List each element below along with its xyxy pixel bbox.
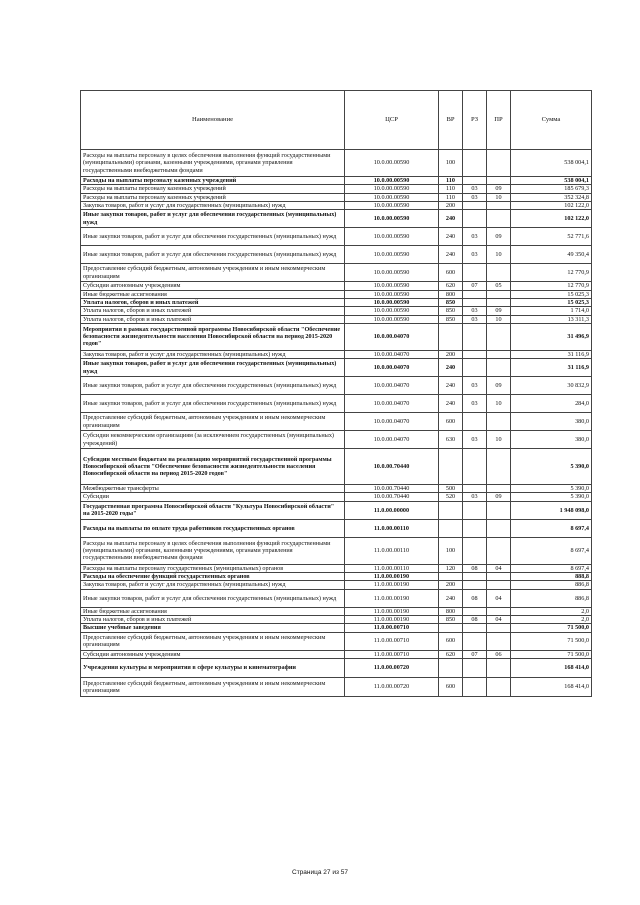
cell-pr — [487, 177, 511, 185]
table-row — [81, 519, 592, 537]
cell-name: Расходы на выплаты персоналу государственных (муниципальных) органов — [81, 564, 345, 572]
cell-vr: 500 — [439, 485, 463, 493]
cell-vr: 850 — [439, 315, 463, 323]
cell-name: Межбюджетные трансферты — [81, 485, 345, 493]
cell-csr: 11.0.00.00190 — [345, 573, 439, 581]
cell-rz — [463, 624, 487, 632]
cell-vr: 630 — [439, 431, 463, 449]
cell-csr: 11.0.00.00190 — [345, 607, 439, 615]
cell-name: Учреждения культуры и мероприятия в сфере культуры и кинематографии — [81, 658, 345, 677]
budget-table — [80, 90, 592, 697]
cell-rz: 07 — [463, 282, 487, 290]
cell-pr — [487, 210, 511, 228]
cell-rz: 03 — [463, 315, 487, 323]
cell-sum: 12 770,9 — [511, 282, 592, 290]
table-row — [81, 350, 592, 358]
cell-vr — [439, 501, 463, 519]
cell-name: Иные закупки товаров, работ и услуг для обеспечения государственных (муниципальных) нужд — [81, 228, 345, 246]
table-row — [81, 210, 592, 228]
cell-vr: 520 — [439, 493, 463, 501]
cell-sum: 31 496,9 — [511, 323, 592, 350]
header-name: Наименование — [81, 91, 345, 150]
table-row — [81, 228, 592, 246]
table-row — [81, 677, 592, 696]
cell-csr: 11.0.00.00000 — [345, 501, 439, 519]
cell-sum: 284,0 — [511, 395, 592, 413]
cell-csr: 11.0.00.00110 — [345, 537, 439, 564]
cell-csr: 10.0.00.00590 — [345, 177, 439, 185]
cell-vr: 240 — [439, 589, 463, 607]
cell-csr: 10.0.00.04070 — [345, 413, 439, 431]
table-row — [81, 501, 592, 519]
cell-vr: 600 — [439, 632, 463, 650]
cell-vr: 620 — [439, 650, 463, 658]
cell-pr: 10 — [487, 246, 511, 264]
cell-pr — [487, 290, 511, 298]
cell-rz: 03 — [463, 493, 487, 501]
table-row — [81, 616, 592, 624]
cell-name: Мероприятия в рамках государственной программы Новосибирской области "Обеспечение безопасности жизнедеятельности населения Новосибирской области на период 2015-2020 годов" — [81, 323, 345, 350]
cell-rz — [463, 573, 487, 581]
cell-sum: 1 714,0 — [511, 307, 592, 315]
cell-name: Уплата налогов, сборов и иных платежей — [81, 616, 345, 624]
cell-csr: 11.0.00.00720 — [345, 658, 439, 677]
cell-csr: 10.0.00.70440 — [345, 449, 439, 485]
header-csr: ЦСР — [345, 91, 439, 150]
cell-vr: 240 — [439, 359, 463, 377]
cell-vr: 620 — [439, 282, 463, 290]
cell-name: Предоставление субсидий бюджетным, автономным учреждениям и иным некоммерческим организациям — [81, 632, 345, 650]
cell-name: Расходы на выплаты персоналу в целях обеспечения выполнения функций государственными (муниципальными) органами, казенными учреждениями, органами управления государственными внебюджетными фондами — [81, 150, 345, 177]
cell-pr — [487, 323, 511, 350]
header-pr: ПР — [487, 91, 511, 150]
cell-csr: 11.0.00.00190 — [345, 589, 439, 607]
table-row — [81, 485, 592, 493]
table-row — [81, 581, 592, 589]
cell-csr: 10.0.00.00590 — [345, 264, 439, 282]
table-row — [81, 315, 592, 323]
cell-vr: 100 — [439, 537, 463, 564]
cell-pr: 04 — [487, 564, 511, 572]
cell-sum: 49 350,4 — [511, 246, 592, 264]
cell-name: Субсидии местным бюджетам на реализацию мероприятий государственной программы Новосибирской области "Обеспечение безопасности жизнедеятельности населения Новосибирской области на период 2015-2020 годов" — [81, 449, 345, 485]
cell-csr: 10.0.00.00590 — [345, 307, 439, 315]
cell-csr: 11.0.00.00190 — [345, 581, 439, 589]
cell-vr: 240 — [439, 246, 463, 264]
cell-rz — [463, 658, 487, 677]
cell-vr: 240 — [439, 228, 463, 246]
table-row — [81, 307, 592, 315]
cell-rz — [463, 177, 487, 185]
cell-name: Закупка товаров, работ и услуг для государственных (муниципальных) нужд — [81, 350, 345, 358]
table-row — [81, 650, 592, 658]
cell-name: Закупка товаров, работ и услуг для государственных (муниципальных) нужд — [81, 581, 345, 589]
table-row — [81, 624, 592, 632]
cell-rz — [463, 581, 487, 589]
cell-vr: 800 — [439, 290, 463, 298]
cell-csr: 10.0.00.70440 — [345, 493, 439, 501]
cell-vr: 100 — [439, 150, 463, 177]
table-row — [81, 282, 592, 290]
cell-name: Предоставление субсидий бюджетным, автономным учреждениям и иным некоммерческим организациям — [81, 677, 345, 696]
cell-pr: 06 — [487, 650, 511, 658]
cell-csr: 10.0.00.00590 — [345, 228, 439, 246]
cell-vr: 200 — [439, 350, 463, 358]
header-rz: РЗ — [463, 91, 487, 150]
cell-sum: 2,0 — [511, 607, 592, 615]
cell-rz: 03 — [463, 246, 487, 264]
cell-vr: 110 — [439, 185, 463, 193]
cell-pr: 09 — [487, 185, 511, 193]
cell-pr — [487, 537, 511, 564]
table-row — [81, 177, 592, 185]
cell-vr: 200 — [439, 581, 463, 589]
cell-name: Иные закупки товаров, работ и услуг для обеспечения государственных (муниципальных) нужд — [81, 359, 345, 377]
cell-sum: 2,0 — [511, 616, 592, 624]
cell-name: Расходы на выплаты персоналу казенных учреждений — [81, 177, 345, 185]
cell-rz — [463, 323, 487, 350]
cell-rz — [463, 449, 487, 485]
table-row — [81, 377, 592, 395]
cell-name: Расходы на обеспечение функций государственных органов — [81, 573, 345, 581]
cell-rz: 03 — [463, 307, 487, 315]
cell-rz: 08 — [463, 589, 487, 607]
cell-name: Иные закупки товаров, работ и услуг для обеспечения государственных (муниципальных) нужд — [81, 589, 345, 607]
cell-pr — [487, 413, 511, 431]
cell-vr: 600 — [439, 264, 463, 282]
cell-sum: 8 697,4 — [511, 564, 592, 572]
cell-rz — [463, 350, 487, 358]
cell-rz — [463, 413, 487, 431]
cell-csr: 10.0.00.00590 — [345, 246, 439, 264]
table-row — [81, 589, 592, 607]
cell-sum: 31 116,9 — [511, 350, 592, 358]
cell-vr: 850 — [439, 616, 463, 624]
header-sum: Сумма — [511, 91, 592, 150]
cell-sum: 185 679,3 — [511, 185, 592, 193]
cell-pr — [487, 624, 511, 632]
cell-vr: 240 — [439, 395, 463, 413]
cell-sum: 13 311,3 — [511, 315, 592, 323]
cell-vr — [439, 449, 463, 485]
table-row — [81, 607, 592, 615]
cell-sum: 71 500,0 — [511, 624, 592, 632]
table-row — [81, 323, 592, 350]
cell-csr: 11.0.00.00110 — [345, 564, 439, 572]
cell-name: Закупка товаров, работ и услуг для государственных (муниципальных) нужд — [81, 201, 345, 209]
table-row — [81, 493, 592, 501]
cell-pr — [487, 298, 511, 306]
table-row — [81, 359, 592, 377]
cell-rz — [463, 298, 487, 306]
cell-sum: 15 025,3 — [511, 298, 592, 306]
cell-sum: 12 770,9 — [511, 264, 592, 282]
table-row — [81, 413, 592, 431]
cell-sum: 352 324,8 — [511, 193, 592, 201]
table-row — [81, 246, 592, 264]
cell-csr: 11.0.00.00710 — [345, 632, 439, 650]
cell-sum: 168 414,0 — [511, 658, 592, 677]
cell-csr: 10.0.00.04070 — [345, 431, 439, 449]
cell-sum: 538 004,1 — [511, 150, 592, 177]
cell-pr: 09 — [487, 493, 511, 501]
cell-rz: 03 — [463, 193, 487, 201]
cell-name: Иные закупки товаров, работ и услуг для обеспечения государственных (муниципальных) нужд — [81, 377, 345, 395]
cell-csr: 10.0.00.00590 — [345, 150, 439, 177]
cell-pr — [487, 359, 511, 377]
cell-sum: 380,0 — [511, 431, 592, 449]
cell-name: Уплата налогов, сборов и иных платежей — [81, 307, 345, 315]
cell-name: Расходы на выплаты по оплате труда работников государственных органов — [81, 519, 345, 537]
cell-sum: 102 122,0 — [511, 210, 592, 228]
cell-csr: 11.0.00.00190 — [345, 616, 439, 624]
cell-vr: 240 — [439, 210, 463, 228]
cell-pr: 09 — [487, 307, 511, 315]
cell-vr — [439, 624, 463, 632]
cell-csr: 11.0.00.00110 — [345, 519, 439, 537]
cell-sum: 538 004,1 — [511, 177, 592, 185]
cell-sum: 1 948 098,0 — [511, 501, 592, 519]
cell-name: Уплата налогов, сборов и иных платежей — [81, 315, 345, 323]
cell-pr: 04 — [487, 616, 511, 624]
cell-pr: 09 — [487, 228, 511, 246]
table-header-row — [81, 91, 592, 150]
cell-sum: 5 390,0 — [511, 449, 592, 485]
table-row — [81, 193, 592, 201]
cell-sum: 5 390,0 — [511, 485, 592, 493]
cell-vr — [439, 323, 463, 350]
cell-vr: 850 — [439, 307, 463, 315]
table-row — [81, 395, 592, 413]
cell-sum: 168 414,0 — [511, 677, 592, 696]
cell-rz — [463, 290, 487, 298]
cell-pr — [487, 581, 511, 589]
cell-name: Субсидии — [81, 493, 345, 501]
cell-csr: 10.0.00.00590 — [345, 298, 439, 306]
cell-pr — [487, 658, 511, 677]
cell-rz — [463, 519, 487, 537]
cell-name: Иные закупки товаров, работ и услуг для обеспечения государственных (муниципальных) нужд — [81, 395, 345, 413]
cell-sum: 102 122,0 — [511, 201, 592, 209]
cell-pr — [487, 501, 511, 519]
cell-vr: 110 — [439, 177, 463, 185]
cell-rz — [463, 359, 487, 377]
cell-csr: 10.0.00.00590 — [345, 201, 439, 209]
cell-name: Государственная программа Новосибирской области "Культура Новосибирской области" на 2015-2020 годы" — [81, 501, 345, 519]
cell-csr: 11.0.00.00710 — [345, 650, 439, 658]
cell-sum: 886,8 — [511, 581, 592, 589]
cell-csr: 10.0.00.04070 — [345, 350, 439, 358]
cell-pr: 04 — [487, 589, 511, 607]
table-row — [81, 573, 592, 581]
cell-name: Предоставление субсидий бюджетным, автономным учреждениям и иным некоммерческим организациям — [81, 413, 345, 431]
page-number: Страница 27 из 57 — [292, 869, 348, 876]
table-row — [81, 537, 592, 564]
cell-rz — [463, 501, 487, 519]
cell-name: Иные бюджетные ассигнования — [81, 607, 345, 615]
table-row — [81, 290, 592, 298]
cell-sum: 71 500,0 — [511, 632, 592, 650]
cell-rz — [463, 537, 487, 564]
cell-csr: 10.0.00.04070 — [345, 323, 439, 350]
cell-sum: 15 025,3 — [511, 290, 592, 298]
table-row — [81, 150, 592, 177]
cell-rz — [463, 677, 487, 696]
cell-pr — [487, 264, 511, 282]
cell-name: Иные бюджетные ассигнования — [81, 290, 345, 298]
cell-csr: 10.0.00.00590 — [345, 193, 439, 201]
cell-rz — [463, 264, 487, 282]
cell-pr — [487, 573, 511, 581]
cell-pr — [487, 632, 511, 650]
cell-vr: 120 — [439, 564, 463, 572]
cell-vr: 110 — [439, 193, 463, 201]
cell-csr: 11.0.00.00710 — [345, 624, 439, 632]
cell-sum: 71 500,0 — [511, 650, 592, 658]
cell-pr — [487, 607, 511, 615]
cell-sum: 30 832,9 — [511, 377, 592, 395]
cell-pr: 10 — [487, 431, 511, 449]
cell-pr: 10 — [487, 315, 511, 323]
cell-rz: 03 — [463, 228, 487, 246]
cell-name: Высшие учебные заведения — [81, 624, 345, 632]
cell-vr: 240 — [439, 377, 463, 395]
cell-name: Субсидии некоммерческим организациям (за исключением государственных (муниципальных) учреждений) — [81, 431, 345, 449]
cell-vr: 600 — [439, 413, 463, 431]
table-row — [81, 632, 592, 650]
table-row — [81, 185, 592, 193]
cell-name: Расходы на выплаты персоналу казенных учреждений — [81, 193, 345, 201]
cell-rz: 03 — [463, 431, 487, 449]
table-row — [81, 298, 592, 306]
cell-pr: 09 — [487, 377, 511, 395]
cell-vr: 600 — [439, 677, 463, 696]
cell-sum: 31 116,9 — [511, 359, 592, 377]
cell-pr — [487, 449, 511, 485]
cell-rz: 03 — [463, 377, 487, 395]
cell-vr: 200 — [439, 201, 463, 209]
cell-csr: 10.0.00.00590 — [345, 282, 439, 290]
table-row — [81, 564, 592, 572]
cell-csr: 11.0.00.00720 — [345, 677, 439, 696]
table-row — [81, 431, 592, 449]
cell-name: Иные закупки товаров, работ и услуг для обеспечения государственных (муниципальных) нужд — [81, 210, 345, 228]
cell-rz: 08 — [463, 616, 487, 624]
cell-rz — [463, 150, 487, 177]
cell-rz — [463, 632, 487, 650]
cell-rz — [463, 607, 487, 615]
header-vr: ВР — [439, 91, 463, 150]
cell-name: Предоставление субсидий бюджетным, автономным учреждениям и иным некоммерческим организациям — [81, 264, 345, 282]
cell-pr — [487, 201, 511, 209]
cell-csr: 10.0.00.70440 — [345, 485, 439, 493]
cell-pr: 05 — [487, 282, 511, 290]
cell-name: Субсидии автономным учреждениям — [81, 650, 345, 658]
cell-pr — [487, 519, 511, 537]
cell-name: Расходы на выплаты персоналу казенных учреждений — [81, 185, 345, 193]
cell-csr: 10.0.00.00590 — [345, 315, 439, 323]
table-row — [81, 658, 592, 677]
cell-rz — [463, 485, 487, 493]
cell-pr — [487, 485, 511, 493]
cell-rz: 03 — [463, 185, 487, 193]
cell-rz — [463, 210, 487, 228]
cell-sum: 5 390,0 — [511, 493, 592, 501]
cell-rz: 03 — [463, 395, 487, 413]
cell-sum: 888,8 — [511, 573, 592, 581]
cell-vr — [439, 658, 463, 677]
table-row — [81, 201, 592, 209]
cell-csr: 10.0.00.00590 — [345, 290, 439, 298]
cell-csr: 10.0.00.00590 — [345, 210, 439, 228]
cell-name: Субсидии автономным учреждениям — [81, 282, 345, 290]
cell-vr — [439, 519, 463, 537]
cell-sum: 886,8 — [511, 589, 592, 607]
cell-pr — [487, 150, 511, 177]
cell-rz — [463, 201, 487, 209]
cell-csr: 10.0.00.04070 — [345, 395, 439, 413]
cell-vr: 800 — [439, 607, 463, 615]
table-row — [81, 264, 592, 282]
cell-rz: 07 — [463, 650, 487, 658]
cell-name: Иные закупки товаров, работ и услуг для обеспечения государственных (муниципальных) нужд — [81, 246, 345, 264]
cell-sum: 8 697,4 — [511, 519, 592, 537]
cell-pr — [487, 350, 511, 358]
table-row — [81, 449, 592, 485]
cell-csr: 10.0.00.00590 — [345, 185, 439, 193]
cell-name: Уплата налогов, сборов и иных платежей — [81, 298, 345, 306]
cell-vr — [439, 573, 463, 581]
cell-pr: 10 — [487, 395, 511, 413]
cell-sum: 52 771,6 — [511, 228, 592, 246]
cell-name: Расходы на выплаты персоналу в целях обеспечения выполнения функций государственными (муниципальными) органами, казенными учреждениями, органами управления государственными внебюджетными фондами — [81, 537, 345, 564]
cell-csr: 10.0.00.04070 — [345, 377, 439, 395]
cell-sum: 380,0 — [511, 413, 592, 431]
cell-pr: 10 — [487, 193, 511, 201]
cell-rz: 08 — [463, 564, 487, 572]
cell-csr: 10.0.00.04070 — [345, 359, 439, 377]
cell-pr — [487, 677, 511, 696]
cell-sum: 8 697,4 — [511, 537, 592, 564]
cell-vr: 850 — [439, 298, 463, 306]
